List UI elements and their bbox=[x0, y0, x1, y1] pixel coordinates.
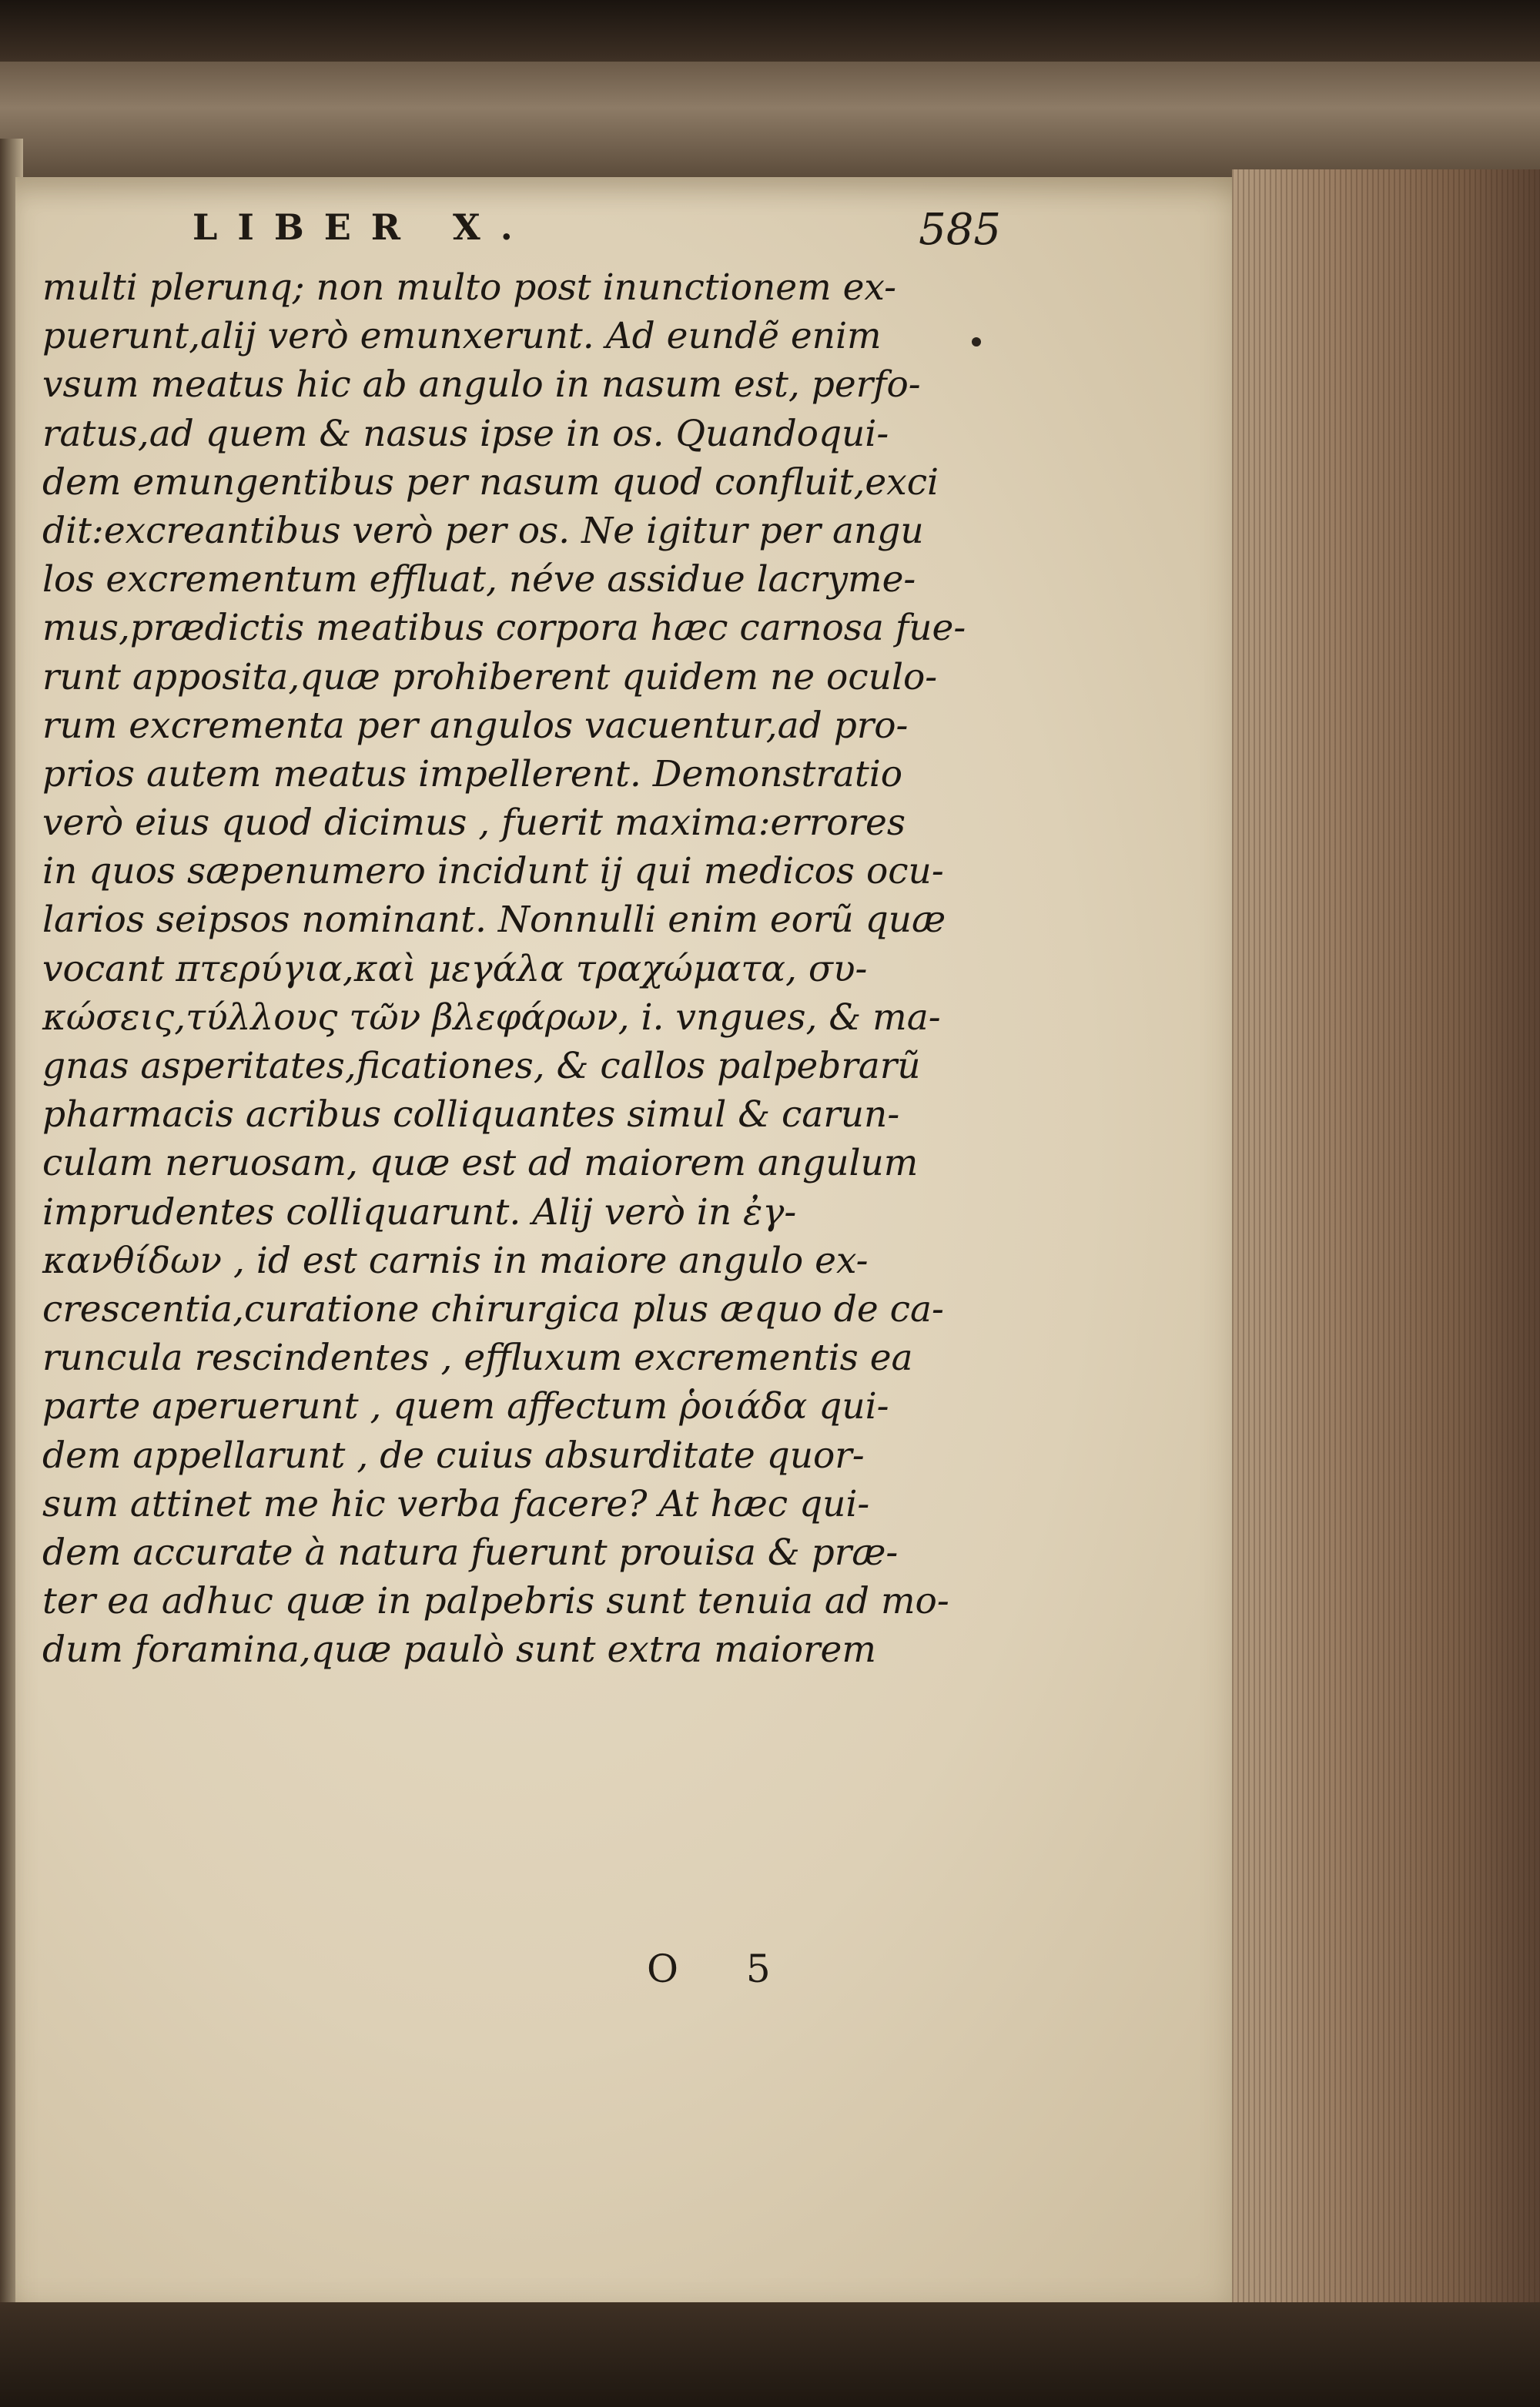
body-text bbox=[42, 263, 982, 1674]
page-header bbox=[192, 206, 1001, 260]
text-line: larios seipsos nominant. Nonnulli enim eorũ quæ bbox=[42, 899, 946, 942]
page-number: 585 bbox=[919, 205, 1001, 255]
text-line: vocant πτερύγια,καὶ μεγάλα τραχώματα, συ- bbox=[42, 947, 868, 990]
text-line: rum excrementa per angulos vacuentur,ad pro- bbox=[42, 704, 909, 747]
text-line: multi plerunq; non multo post inunctionem ex- bbox=[42, 266, 896, 309]
binding-band bbox=[0, 62, 1540, 177]
bottom-background bbox=[0, 2302, 1540, 2407]
text-line: pharmacis acribus colliquantes simul & carun- bbox=[42, 1093, 900, 1137]
text-line: dem emungentibus per nasum quod confluit,exci bbox=[42, 460, 939, 504]
text-line: imprudentes colliquarunt. Alij verò in ἐγ- bbox=[42, 1190, 797, 1234]
signature-mark: O 5 bbox=[647, 1947, 798, 1991]
text-line: gnas asperitates,ficationes, & callos palpebrarũ bbox=[42, 1045, 921, 1087]
text-line: ratus,ad quem & nasus ipse in os. Quandoqui- bbox=[42, 412, 889, 455]
text-line: mus,prædictis meatibus corpora hæc carnosa fue- bbox=[42, 607, 966, 650]
text-line: runt apposita,quæ prohiberent quidem ne oculo- bbox=[42, 655, 938, 698]
text-line: culam neruosam, quæ est ad maiorem angulum bbox=[42, 1142, 919, 1185]
text-line: prios autem meatus impellerent. Demonstratio bbox=[42, 752, 903, 795]
text-line: dem appellarunt , de cuius absurditate quor- bbox=[42, 1434, 865, 1477]
text-line: κανθίδων , id est carnis in maiore angulo ex- bbox=[42, 1239, 869, 1282]
text-line: crescentia,curatione chirurgica plus æquo de ca- bbox=[42, 1287, 944, 1331]
text-line: runcula rescindentes , effluxum excrementis ea bbox=[42, 1337, 913, 1380]
text-line: dit:excreantibus verò per os. Ne igitur per angu bbox=[42, 509, 924, 552]
text-line: dem accurate à natura fuerunt prouisa & præ- bbox=[42, 1531, 899, 1574]
text-line: los excrementum effluat, néve assidue lacryme- bbox=[42, 558, 916, 601]
text-line: dum foramina,quæ paulò sunt extra maiorem bbox=[42, 1629, 876, 1672]
text-line: in quos sæpenumero incidunt ij qui medicos ocu- bbox=[42, 850, 944, 893]
text-line: verò eius quod dicimus , fuerit maxima:errores bbox=[42, 802, 906, 845]
page-fore-edge bbox=[1232, 169, 1540, 2310]
running-title: LIBER X. bbox=[192, 206, 533, 248]
text-line: sum attinet me hic verba facere? At hæc qui- bbox=[42, 1482, 870, 1525]
text-line: κώσεις,τύλλους τῶν βλεφάρων, i. vngues, & ma- bbox=[42, 996, 941, 1039]
text-line: vsum meatus hic ab angulo in nasum est, perfo- bbox=[42, 363, 921, 407]
text-line: ter ea adhuc quæ in palpebris sunt tenuia ad mo- bbox=[42, 1580, 949, 1623]
text-line: puerunt,alij verò emunxerunt. Ad eundẽ enim bbox=[42, 315, 882, 358]
text-line: parte aperuerunt , quem affectum ῥοιάδα qui- bbox=[42, 1385, 889, 1428]
